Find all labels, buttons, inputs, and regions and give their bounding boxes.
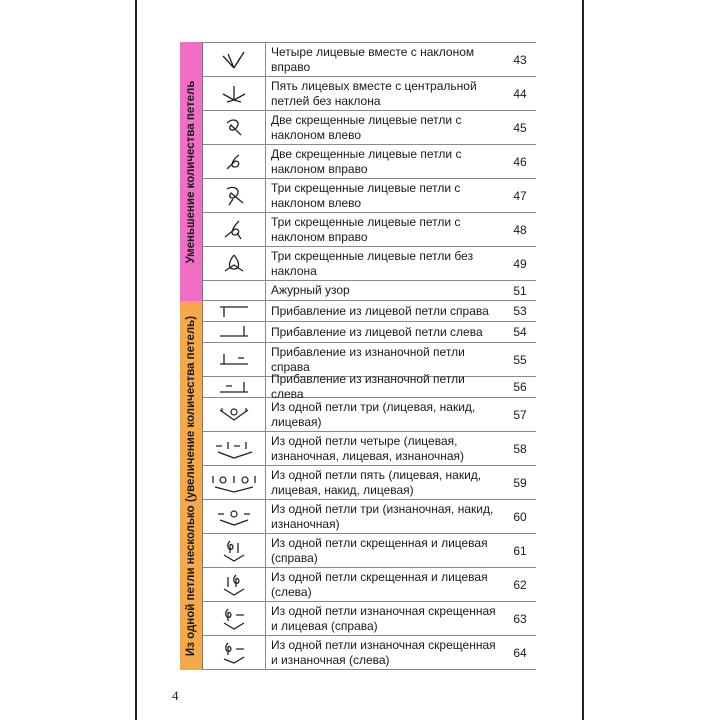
row-page: 45 — [513, 120, 527, 135]
three-crossed-center-symbol-icon — [203, 247, 266, 280]
two-crossed-left-symbol-icon — [203, 111, 266, 144]
row-text: Из одной петли три (лицевая, накид, лицевая) — [271, 399, 476, 429]
row-page: 58 — [513, 441, 527, 456]
page-edge-right — [582, 0, 584, 720]
row-page: 46 — [513, 154, 527, 169]
one-to-four-symbol-icon — [203, 432, 266, 465]
table-row — [203, 77, 536, 111]
row-text: Из одной петли скрещенная и лицевая (справа) — [271, 535, 488, 565]
row-page: 59 — [513, 475, 527, 490]
table-row — [203, 111, 536, 145]
three-crossed-left-symbol-icon — [203, 179, 266, 212]
row-page: 63 — [513, 611, 527, 626]
section-label: Из одной петли несколько (увеличение количества петель) — [185, 315, 197, 656]
section-label: Уменьшение количества петель — [185, 80, 197, 263]
page-number: 4 — [172, 688, 179, 703]
three-crossed-right-symbol-icon — [203, 213, 266, 246]
table-row — [203, 145, 536, 179]
one-to-five-symbol-icon — [203, 466, 266, 499]
table-row — [203, 281, 536, 301]
section-band-decrease — [180, 42, 203, 301]
row-text: Прибавление из изнаночной петли слева — [271, 372, 465, 401]
increase-purl-left-symbol-icon — [203, 377, 266, 397]
table-row — [203, 636, 536, 670]
page-edge-left — [135, 0, 137, 720]
table-row — [203, 247, 536, 281]
table-row — [203, 602, 536, 636]
row-text: Из одной петли пять (лицевая, накид, лицевая, накид, лицевая) — [271, 467, 482, 497]
table-row — [203, 213, 536, 247]
row-page: 54 — [513, 325, 527, 339]
row-text: Три скрещенные лицевые петли с наклоном вправо — [271, 214, 461, 244]
purl-crossed-right-symbol-icon — [203, 602, 266, 635]
table-row — [203, 179, 536, 213]
increase-purl-right-symbol-icon — [203, 343, 266, 376]
table-row — [203, 42, 536, 77]
row-page: 61 — [513, 543, 527, 558]
row-page: 49 — [513, 256, 527, 271]
one-to-three-purl-symbol-icon — [203, 500, 266, 533]
table-row — [203, 500, 536, 534]
symbol-table — [180, 42, 536, 670]
row-text: Три скрещенные лицевые петли с наклоном влево — [271, 180, 461, 210]
table-row — [203, 568, 536, 602]
table-row — [203, 372, 536, 401]
rows-decrease — [203, 42, 536, 301]
increase-knit-left-symbol-icon — [203, 322, 266, 342]
rows-increase — [203, 301, 536, 670]
row-text: Из одной петли три (изнаночная, накид, изнаночная) — [271, 501, 494, 531]
row-text: Из одной петли скрещенная и лицевая (слева) — [271, 569, 488, 599]
row-page: 47 — [513, 188, 527, 203]
section-decrease — [180, 42, 536, 301]
two-crossed-right-symbol-icon — [203, 145, 266, 178]
crossed-knit-right-symbol-icon — [203, 534, 266, 567]
row-page: 48 — [513, 222, 527, 237]
table-row — [203, 301, 536, 322]
three-together-right-symbol-icon — [203, 43, 266, 76]
table-row — [203, 432, 536, 466]
table-row — [203, 534, 536, 568]
table-row — [203, 466, 536, 500]
empty-symbol-cell — [203, 281, 266, 300]
row-text: Из одной петли изнаночная скрещенная и изнаночная (слева) — [271, 637, 496, 667]
row-text: Две скрещенные лицевые петли с наклоном влево — [271, 112, 462, 142]
row-page: 64 — [513, 645, 527, 660]
increase-knit-right-symbol-icon — [203, 301, 266, 321]
row-page: 60 — [513, 509, 527, 524]
row-text: Прибавление из лицевой петли справа — [271, 303, 489, 318]
row-page: 43 — [513, 52, 527, 67]
row-text: Три скрещенные лицевые петли без наклона — [271, 248, 474, 278]
table-row — [203, 398, 536, 432]
table-row — [203, 322, 536, 343]
row-text: Из одной петли изнаночная скрещенная и лицевая (справа) — [271, 603, 496, 633]
one-to-three-knit-symbol-icon — [203, 398, 266, 431]
row-text: Из одной петли четыре (лицевая, изнаночная, лицевая, изнаночная) — [271, 433, 465, 463]
row-page: 62 — [513, 577, 527, 592]
section-band-increase — [180, 301, 203, 670]
row-text: Ажурный узор — [271, 283, 350, 297]
row-text: Четыре лицевые вместе с наклоном вправо — [271, 44, 475, 74]
row-text: Две скрещенные лицевые петли с наклоном вправо — [271, 146, 462, 176]
row-text: Пять лицевых вместе с центральной петлей без наклона — [271, 78, 477, 108]
row-page: 57 — [513, 407, 527, 422]
row-text: Прибавление из изнаночной петли справа — [271, 344, 465, 374]
section-increase — [180, 301, 536, 670]
row-page: 44 — [513, 86, 527, 101]
five-together-center-symbol-icon — [203, 77, 266, 110]
row-page: 56 — [513, 380, 527, 394]
purl-crossed-left-symbol-icon — [203, 636, 266, 669]
row-page: 53 — [513, 304, 527, 318]
row-page: 55 — [513, 352, 527, 367]
row-text: Прибавление из лицевой петли слева — [271, 324, 483, 339]
row-page: 51 — [513, 283, 527, 298]
crossed-knit-left-symbol-icon — [203, 568, 266, 601]
